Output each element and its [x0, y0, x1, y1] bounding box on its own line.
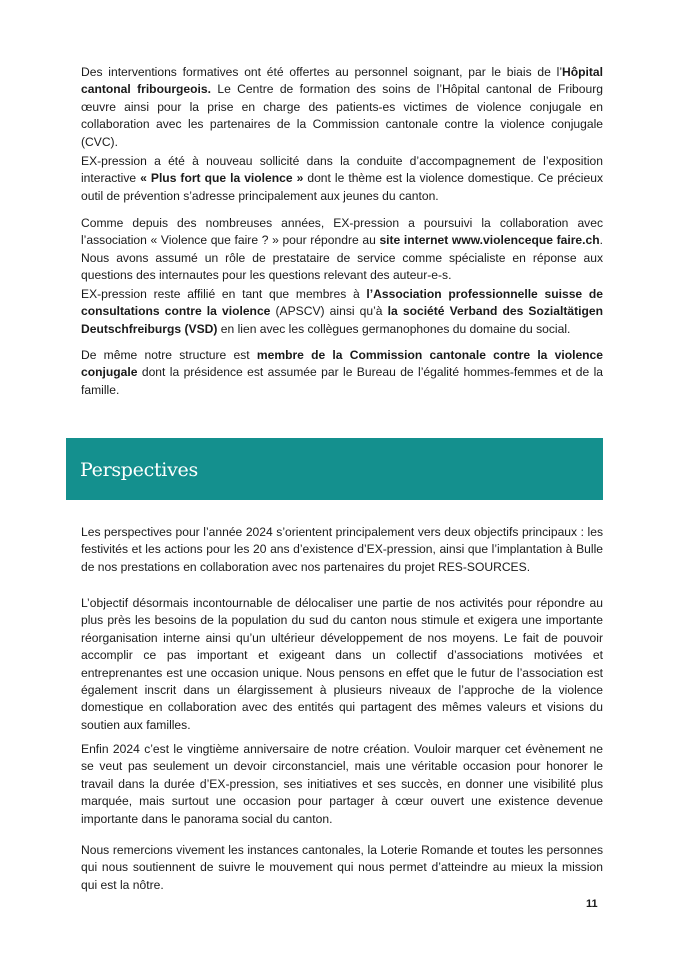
- text: Comme depuis des nombreuses années, EX-pression a poursuivi la collaboration avec l’association « Violence que faire ? » pour répondre au: [81, 216, 603, 248]
- paragraph-site-internet: [81, 215, 603, 285]
- bold-text: la société Verband des Sozialtätigen Deutschfreiburgs (VSD): [81, 304, 604, 336]
- text: De même notre structure est: [81, 348, 257, 362]
- bold-text: Hôpital cantonal fribourgeois.: [81, 65, 603, 97]
- text: (APSCV) ainsi qu’à: [270, 304, 388, 319]
- bold-text: site internet www.violenceque faire.ch: [379, 233, 600, 248]
- text: Des interventions formatives ont été offertes au personnel soignant, par le biais de l’: [81, 65, 563, 79]
- paragraph-remerciements: Nous remercions vivement les instances cantonales, la Loterie Romande et toutes les personnes qui nous soutiennent de suivre le mouvement qui nous permet d’atteindre au mieux la mission qui est la nôtre.: [81, 843, 603, 892]
- paragraph-commission: [81, 347, 603, 399]
- text: EX-pression reste affilié en tant que membres à: [81, 287, 367, 301]
- text: . Nous avons assumé un rôle de prestataire de service comme spécialiste en réponse aux questions des internautes pour les questions relevant des auteur-e-s.: [81, 233, 603, 283]
- bold-text: l’Association professionnelle suisse de consultations contre la violence: [81, 287, 603, 319]
- text: dont la présidence est assumée par le Bureau de l’égalité hommes-femmes et de la famille.: [81, 365, 603, 397]
- section-banner: [66, 438, 603, 500]
- text: dont le thème est la violence domestique. Ce précieux outil de prévention s’adresse principalement aux jeunes du canton.: [81, 171, 603, 203]
- section-title: Perspectives: [80, 459, 198, 481]
- paragraph-hopital: [81, 64, 603, 151]
- bold-text: membre de la Commission cantonale contre la violence conjugale: [81, 348, 604, 380]
- text: EX-pression a été à nouveau sollicité dans la conduite d’accompagnement de l’exposition interactive: [81, 154, 603, 186]
- paragraph-exposition: [81, 153, 603, 205]
- text: Le Centre de formation des soins de l’Hôpital cantonal de Fribourg œuvre ainsi pour la prise en charge des patients-es victimes de violence conjugale en collaboration avec les partenaires de la Commission cantonale contre la violence conjugale (CVC).: [81, 82, 603, 149]
- paragraph-anniversaire: Enfin 2024 c’est le vingtième anniversaire de notre création. Vouloir marquer cet évènement ne se veut pas seulement un devoir circonstanciel, mais une véritable occasion pour honorer le travail dans la durée d’EX-pression, ses initiatives et ses succès, en donner une visibilité plus marquée, mais surtout une occasion pour partager à cœur ouvert une existence devenue importante dans le panorama social du canton.: [81, 742, 603, 826]
- bold-text: « Plus fort que la violence »: [140, 171, 304, 186]
- text: en lien avec les collègues germanophones du domaine du social.: [217, 321, 571, 336]
- paragraph-affiliation: [81, 286, 603, 338]
- page-number: 11: [586, 898, 598, 910]
- paragraph-objectif: L’objectif désormais incontournable de délocaliser une partie de nos activités pour répondre au plus près les besoins de la population du sud du canton nous stimule et exigera une importante réorganisation interne ainsi qu’un ultérieur développement de nos moyens. Le fait de pouvoir accomplir ce pas important et exigeant dans un collectif d’associations motivées et entreprenantes est une occasion unique. Nous pensons en effet que le futur de l’association est également inscrit dans un élargissement à plusieurs niveaux de l’approche de la violence domestique en collaboration avec des entités qui partagent des mêmes valeurs et visions du soutien aux familles.: [81, 596, 603, 732]
- paragraph-perspectives-intro: Les perspectives pour l’année 2024 s’orientent principalement vers deux objectifs principaux : les festivités et les actions pour les 20 ans d’existence d’EX-pression, ainsi que l’implantation à Bulle de nos prestations en collaboration avec nos partenaires du projet RES-SOURCES.: [81, 525, 603, 574]
